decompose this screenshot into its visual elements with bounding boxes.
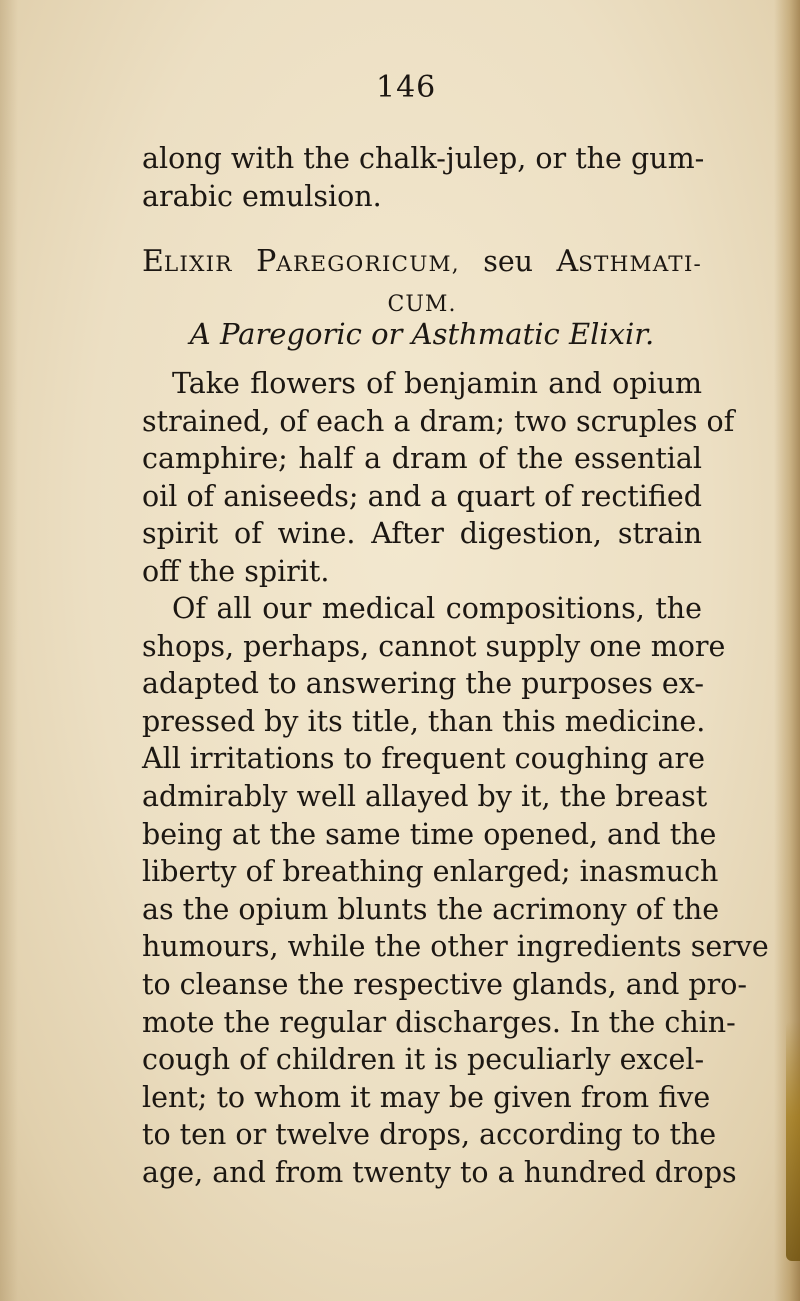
- recipe-heading-line-2: CUM.: [387, 292, 457, 317]
- continuation-line: arabic emulsion.: [142, 179, 382, 213]
- commentary-line: age, and from twenty to a hundred drops: [142, 1155, 737, 1189]
- continuation-line: along with the chalk-julep, or the gum-: [142, 142, 705, 175]
- recipe-heading-line-1: [142, 242, 702, 285]
- recipe-line: camphire; half a dram of the essential: [142, 442, 702, 476]
- heading-small-caps: STHMATI-: [578, 252, 703, 277]
- commentary-line: to cleanse the respective glands, and pro-: [142, 967, 748, 1001]
- heading-cap: A: [556, 244, 579, 279]
- recipe-line: strained, of each a dram; two scruples of: [142, 404, 735, 438]
- commentary-line: All irritations to frequent coughing are: [142, 742, 705, 776]
- heading-cap: E: [142, 244, 164, 279]
- commentary-line: to ten or twelve drops, according to the: [142, 1118, 717, 1152]
- commentary-paragraph: [142, 590, 769, 1192]
- page-number: 146: [376, 70, 437, 105]
- commentary-line: being at the same time opened, and the: [142, 817, 717, 851]
- recipe-subheading: A Paregoric or Asthmatic Elixir.: [189, 317, 655, 351]
- page-left-shadow: [0, 0, 18, 1301]
- commentary-line: mote the regular discharges. In the chin-: [142, 1005, 736, 1039]
- commentary-line: lent; to whom it may be given from five: [142, 1080, 711, 1114]
- commentary-line: pressed by its title, than this medicine.: [142, 704, 706, 738]
- continuation-paragraph: [142, 140, 705, 215]
- commentary-line: humours, while the other ingredients serve: [142, 930, 769, 964]
- heading-cap: P: [256, 244, 277, 279]
- commentary-line: liberty of breathing enlarged; inasmuch: [142, 855, 719, 889]
- heading-small-caps: LIXIR: [163, 252, 233, 277]
- commentary-line: Of all our medical compositions, the: [172, 592, 702, 625]
- recipe-line: off the spirit.: [142, 554, 330, 588]
- recipe-line: oil of aniseeds; and a quart of rectified: [142, 479, 702, 513]
- heading-small-caps: AREGORICUM,: [276, 252, 460, 277]
- recipe-line: spirit of wine. After digestion, strain: [142, 517, 702, 551]
- recipe-line: Take flowers of benjamin and opium: [172, 367, 702, 400]
- commentary-line: admirably well allayed by it, the breast: [142, 779, 708, 813]
- page-edge-stain: [786, 1021, 800, 1261]
- recipe-heading: [142, 242, 702, 325]
- commentary-line: shops, perhaps, cannot supply one more: [142, 629, 726, 663]
- commentary-line: cough of children it is peculiarly excel-: [142, 1043, 705, 1077]
- commentary-line: as the opium blunts the acrimony of the: [142, 892, 720, 926]
- heading-conjunction: seu: [483, 245, 534, 278]
- commentary-line: adapted to answering the purposes ex-: [142, 667, 704, 701]
- recipe-paragraph: [142, 365, 735, 591]
